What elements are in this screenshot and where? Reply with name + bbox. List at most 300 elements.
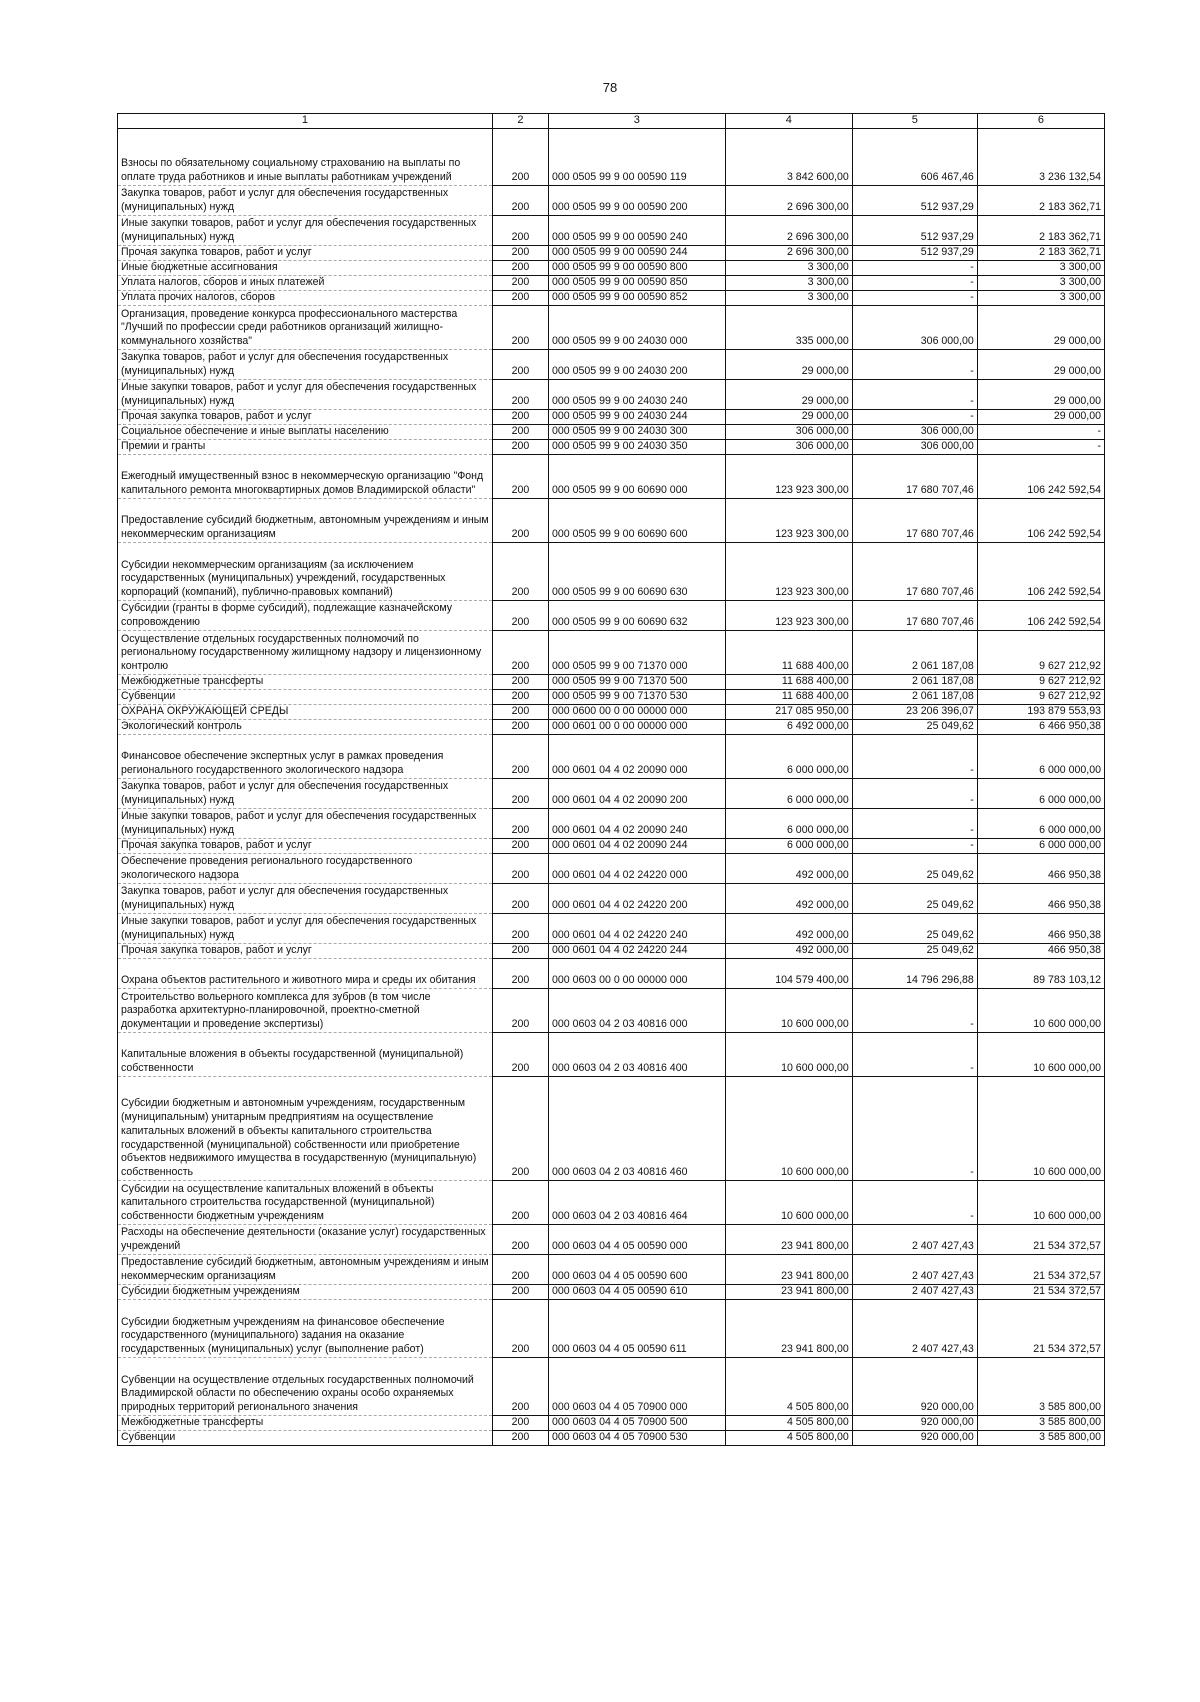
table-row	[118, 914, 1105, 944]
row-budget-code: 000 0603 04 2 03 40816 400	[548, 1033, 725, 1077]
row-executed-amount: 920 000,00	[852, 1358, 977, 1416]
row-executed-amount: 2 061 187,08	[852, 690, 977, 705]
row-line-code: 200	[492, 1077, 548, 1181]
row-unexecuted-amount: 21 534 372,57	[977, 1255, 1104, 1285]
row-unexecuted-amount: 9 627 212,92	[977, 675, 1104, 690]
row-description: ОХРАНА ОКРУЖАЮЩЕЙ СРЕДЫ	[118, 705, 493, 720]
row-description: Закупка товаров, работ и услуг для обеспечения государственных (муниципальных) нужд	[118, 186, 493, 216]
row-executed-amount: -	[852, 380, 977, 410]
row-budget-code: 000 0603 04 4 05 00590 610	[548, 1285, 725, 1300]
row-description: Осуществление отдельных государственных полномочий по региональному государственному жилищному надзору и лицензионному контролю	[118, 631, 493, 675]
row-line-code: 200	[492, 884, 548, 914]
row-description: Прочая закупка товаров, работ и услуг	[118, 410, 493, 425]
row-executed-amount: 25 049,62	[852, 720, 977, 735]
table-row	[118, 1300, 1105, 1358]
row-approved-amount: 4 505 800,00	[725, 1416, 852, 1431]
column-header-4: 4	[725, 114, 852, 129]
row-executed-amount: -	[852, 735, 977, 779]
row-description: Субвенции на осуществление отдельных государственных полномочий Владимирской области по обеспечению охраны особо охраняемых природных территорий регионального значения	[118, 1358, 493, 1416]
row-approved-amount: 29 000,00	[725, 410, 852, 425]
row-executed-amount: 512 937,29	[852, 246, 977, 261]
row-budget-code: 000 0601 04 4 02 24220 240	[548, 914, 725, 944]
table-row	[118, 246, 1105, 261]
table-body	[118, 129, 1105, 1446]
row-line-code: 200	[492, 779, 548, 809]
row-line-code: 200	[492, 291, 548, 306]
row-line-code: 200	[492, 1181, 548, 1225]
row-line-code: 200	[492, 631, 548, 675]
row-approved-amount: 4 505 800,00	[725, 1358, 852, 1416]
table-row	[118, 380, 1105, 410]
row-unexecuted-amount: 9 627 212,92	[977, 690, 1104, 705]
row-description: Субсидии (гранты в форме субсидий), подлежащие казначейскому сопровождению	[118, 601, 493, 631]
table-row	[118, 291, 1105, 306]
row-description: Предоставление субсидий бюджетным, автономным учреждениям и иным некоммерческим организациям	[118, 499, 493, 543]
row-approved-amount: 335 000,00	[725, 306, 852, 350]
row-line-code: 200	[492, 944, 548, 959]
row-line-code: 200	[492, 854, 548, 884]
row-executed-amount: 2 407 427,43	[852, 1300, 977, 1358]
row-approved-amount: 3 300,00	[725, 291, 852, 306]
row-line-code: 200	[492, 1225, 548, 1255]
budget-table	[117, 113, 1105, 1446]
row-description: Закупка товаров, работ и услуг для обеспечения государственных (муниципальных) нужд	[118, 884, 493, 914]
column-header-6: 6	[977, 114, 1104, 129]
row-approved-amount: 3 300,00	[725, 276, 852, 291]
row-unexecuted-amount: 29 000,00	[977, 306, 1104, 350]
row-approved-amount: 306 000,00	[725, 425, 852, 440]
row-description: Межбюджетные трансферты	[118, 675, 493, 690]
row-approved-amount: 23 941 800,00	[725, 1225, 852, 1255]
row-description: Субвенции	[118, 1431, 493, 1446]
row-budget-code: 000 0603 04 2 03 40816 460	[548, 1077, 725, 1181]
row-unexecuted-amount: 10 600 000,00	[977, 989, 1104, 1033]
row-line-code: 200	[492, 959, 548, 989]
row-budget-code: 000 0601 04 4 02 20090 200	[548, 779, 725, 809]
row-description: Обеспечение проведения регионального государственного экологического надзора	[118, 854, 493, 884]
row-line-code: 200	[492, 543, 548, 601]
row-approved-amount: 11 688 400,00	[725, 675, 852, 690]
row-approved-amount: 10 600 000,00	[725, 1077, 852, 1181]
row-line-code: 200	[492, 705, 548, 720]
row-unexecuted-amount: 6 000 000,00	[977, 839, 1104, 854]
row-executed-amount: -	[852, 1181, 977, 1225]
table-row	[118, 854, 1105, 884]
row-approved-amount: 123 923 300,00	[725, 499, 852, 543]
row-executed-amount: -	[852, 410, 977, 425]
table-row	[118, 735, 1105, 779]
row-description: Ежегодный имущественный взнос в некоммерческую организацию "Фонд капитального ремонта многоквартирных домов Владимирской области"	[118, 455, 493, 499]
row-description: Премии и гранты	[118, 440, 493, 455]
row-approved-amount: 29 000,00	[725, 380, 852, 410]
row-unexecuted-amount: 21 534 372,57	[977, 1225, 1104, 1255]
table-row	[118, 1358, 1105, 1416]
row-description: Иные закупки товаров, работ и услуг для обеспечения государственных (муниципальных) нужд	[118, 914, 493, 944]
row-line-code: 200	[492, 425, 548, 440]
table-row	[118, 631, 1105, 675]
row-executed-amount: -	[852, 276, 977, 291]
row-executed-amount: -	[852, 779, 977, 809]
row-unexecuted-amount: 89 783 103,12	[977, 959, 1104, 989]
row-unexecuted-amount: 2 183 362,71	[977, 186, 1104, 216]
row-budget-code: 000 0603 00 0 00 00000 000	[548, 959, 725, 989]
row-unexecuted-amount: 21 534 372,57	[977, 1285, 1104, 1300]
row-description: Прочая закупка товаров, работ и услуг	[118, 944, 493, 959]
row-budget-code: 000 0505 99 9 00 00590 800	[548, 261, 725, 276]
row-description: Прочая закупка товаров, работ и услуг	[118, 246, 493, 261]
table-row	[118, 1225, 1105, 1255]
row-budget-code: 000 0601 04 4 02 20090 244	[548, 839, 725, 854]
row-executed-amount: -	[852, 1077, 977, 1181]
row-approved-amount: 10 600 000,00	[725, 1181, 852, 1225]
row-approved-amount: 2 696 300,00	[725, 246, 852, 261]
row-unexecuted-amount: 466 950,38	[977, 944, 1104, 959]
row-unexecuted-amount: 6 000 000,00	[977, 809, 1104, 839]
table-row	[118, 720, 1105, 735]
row-description: Субсидии некоммерческим организациям (за исключением государственных (муниципальных) учреждений, государственных корпораций (компаний), публично-правовых компаний)	[118, 543, 493, 601]
row-executed-amount: -	[852, 350, 977, 380]
row-approved-amount: 10 600 000,00	[725, 989, 852, 1033]
row-description: Иные закупки товаров, работ и услуг для обеспечения государственных (муниципальных) нужд	[118, 809, 493, 839]
table-row	[118, 186, 1105, 216]
row-executed-amount: 2 061 187,08	[852, 675, 977, 690]
row-approved-amount: 11 688 400,00	[725, 631, 852, 675]
row-line-code: 200	[492, 839, 548, 854]
row-approved-amount: 23 941 800,00	[725, 1285, 852, 1300]
row-executed-amount: 25 049,62	[852, 854, 977, 884]
row-budget-code: 000 0505 99 9 00 24030 240	[548, 380, 725, 410]
row-line-code: 200	[492, 1416, 548, 1431]
row-line-code: 200	[492, 455, 548, 499]
row-executed-amount: 17 680 707,46	[852, 543, 977, 601]
row-unexecuted-amount: 6 466 950,38	[977, 720, 1104, 735]
row-unexecuted-amount: 3 300,00	[977, 291, 1104, 306]
table-row	[118, 276, 1105, 291]
row-description: Субсидии бюджетным учреждениям	[118, 1285, 493, 1300]
row-approved-amount: 11 688 400,00	[725, 690, 852, 705]
table-header	[118, 114, 1105, 129]
row-approved-amount: 492 000,00	[725, 944, 852, 959]
table-row	[118, 216, 1105, 246]
row-executed-amount: 17 680 707,46	[852, 455, 977, 499]
row-approved-amount: 104 579 400,00	[725, 959, 852, 989]
row-unexecuted-amount: 6 000 000,00	[977, 779, 1104, 809]
row-budget-code: 000 0603 04 4 05 00590 611	[548, 1300, 725, 1358]
row-executed-amount: 512 937,29	[852, 216, 977, 246]
row-budget-code: 000 0505 99 9 00 60690 632	[548, 601, 725, 631]
row-line-code: 200	[492, 499, 548, 543]
row-approved-amount: 217 085 950,00	[725, 705, 852, 720]
row-unexecuted-amount: 106 242 592,54	[977, 499, 1104, 543]
row-description: Экологический контроль	[118, 720, 493, 735]
row-line-code: 200	[492, 1255, 548, 1285]
row-unexecuted-amount: 10 600 000,00	[977, 1033, 1104, 1077]
row-unexecuted-amount: 2 183 362,71	[977, 246, 1104, 261]
row-budget-code: 000 0601 04 4 02 24220 244	[548, 944, 725, 959]
row-budget-code: 000 0505 99 9 00 24030 350	[548, 440, 725, 455]
row-line-code: 200	[492, 186, 548, 216]
row-line-code: 200	[492, 1431, 548, 1446]
row-executed-amount: -	[852, 839, 977, 854]
row-budget-code: 000 0505 99 9 00 00590 240	[548, 216, 725, 246]
row-unexecuted-amount: -	[977, 440, 1104, 455]
row-approved-amount: 2 696 300,00	[725, 186, 852, 216]
table-row	[118, 601, 1105, 631]
column-header-2: 2	[492, 114, 548, 129]
row-budget-code: 000 0505 99 9 00 24030 200	[548, 350, 725, 380]
row-budget-code: 000 0601 04 4 02 24220 200	[548, 884, 725, 914]
row-description: Социальное обеспечение и иные выплаты населению	[118, 425, 493, 440]
row-description: Расходы на обеспечение деятельности (оказание услуг) государственных учреждений	[118, 1225, 493, 1255]
table-row	[118, 690, 1105, 705]
table-row	[118, 410, 1105, 425]
row-budget-code: 000 0603 04 4 05 00590 600	[548, 1255, 725, 1285]
row-description: Финансовое обеспечение экспертных услуг в рамках проведения регионального государственного экологического надзора	[118, 735, 493, 779]
row-budget-code: 000 0603 04 2 03 40816 000	[548, 989, 725, 1033]
row-unexecuted-amount: 29 000,00	[977, 350, 1104, 380]
row-description: Закупка товаров, работ и услуг для обеспечения государственных (муниципальных) нужд	[118, 779, 493, 809]
row-line-code: 200	[492, 306, 548, 350]
row-description: Капитальные вложения в объекты государственной (муниципальной) собственности	[118, 1033, 493, 1077]
table-row	[118, 1077, 1105, 1181]
row-budget-code: 000 0505 99 9 00 24030 244	[548, 410, 725, 425]
row-approved-amount: 492 000,00	[725, 854, 852, 884]
table-row	[118, 350, 1105, 380]
row-budget-code: 000 0505 99 9 00 71370 530	[548, 690, 725, 705]
row-budget-code: 000 0601 04 4 02 20090 240	[548, 809, 725, 839]
table-row	[118, 1255, 1105, 1285]
row-approved-amount: 123 923 300,00	[725, 601, 852, 631]
table-row	[118, 455, 1105, 499]
table-row	[118, 1033, 1105, 1077]
row-executed-amount: 306 000,00	[852, 425, 977, 440]
row-executed-amount: 306 000,00	[852, 440, 977, 455]
table-row	[118, 1416, 1105, 1431]
row-unexecuted-amount: 29 000,00	[977, 380, 1104, 410]
row-executed-amount: 512 937,29	[852, 186, 977, 216]
row-unexecuted-amount: 3 585 800,00	[977, 1358, 1104, 1416]
row-approved-amount: 492 000,00	[725, 884, 852, 914]
row-executed-amount: 2 407 427,43	[852, 1255, 977, 1285]
row-description: Уплата налогов, сборов и иных платежей	[118, 276, 493, 291]
row-executed-amount: 17 680 707,46	[852, 499, 977, 543]
row-executed-amount: 920 000,00	[852, 1431, 977, 1446]
row-approved-amount: 123 923 300,00	[725, 455, 852, 499]
row-approved-amount: 6 000 000,00	[725, 809, 852, 839]
row-executed-amount: 14 796 296,88	[852, 959, 977, 989]
column-header-5: 5	[852, 114, 977, 129]
row-budget-code: 000 0603 04 4 05 70900 530	[548, 1431, 725, 1446]
row-description: Субсидии бюджетным учреждениям на финансовое обеспечение государственного (муниципального) задания на оказание государственных (муниципальных) услуг (выполнение работ)	[118, 1300, 493, 1358]
table-row	[118, 1285, 1105, 1300]
row-unexecuted-amount: 2 183 362,71	[977, 216, 1104, 246]
row-line-code: 200	[492, 261, 548, 276]
row-line-code: 200	[492, 440, 548, 455]
row-line-code: 200	[492, 720, 548, 735]
row-line-code: 200	[492, 1285, 548, 1300]
row-budget-code: 000 0603 04 4 05 70900 000	[548, 1358, 725, 1416]
row-executed-amount: -	[852, 809, 977, 839]
row-description: Субсидии на осуществление капитальных вложений в объекты капитального строительства государственной (муниципальной) собственности бюджетным учреждениям	[118, 1181, 493, 1225]
table-row	[118, 306, 1105, 350]
row-budget-code: 000 0505 99 9 00 00590 850	[548, 276, 725, 291]
table-row	[118, 705, 1105, 720]
row-unexecuted-amount: 106 242 592,54	[977, 601, 1104, 631]
row-description: Иные закупки товаров, работ и услуг для обеспечения государственных (муниципальных) нужд	[118, 380, 493, 410]
table-row	[118, 779, 1105, 809]
row-line-code: 200	[492, 914, 548, 944]
row-executed-amount: -	[852, 291, 977, 306]
table-row	[118, 261, 1105, 276]
table-row	[118, 543, 1105, 601]
row-approved-amount: 2 696 300,00	[725, 216, 852, 246]
row-executed-amount: -	[852, 261, 977, 276]
row-approved-amount: 6 000 000,00	[725, 839, 852, 854]
column-header-3: 3	[548, 114, 725, 129]
table-row	[118, 1431, 1105, 1446]
row-executed-amount: 2 407 427,43	[852, 1225, 977, 1255]
row-unexecuted-amount: 3 585 800,00	[977, 1416, 1104, 1431]
row-budget-code: 000 0505 99 9 00 00590 119	[548, 129, 725, 186]
row-executed-amount: 25 049,62	[852, 884, 977, 914]
row-unexecuted-amount: 6 000 000,00	[977, 735, 1104, 779]
row-budget-code: 000 0505 99 9 00 71370 500	[548, 675, 725, 690]
row-line-code: 200	[492, 1033, 548, 1077]
row-line-code: 200	[492, 675, 548, 690]
table-row	[118, 809, 1105, 839]
row-line-code: 200	[492, 601, 548, 631]
row-approved-amount: 6 000 000,00	[725, 779, 852, 809]
row-executed-amount: 920 000,00	[852, 1416, 977, 1431]
row-executed-amount: -	[852, 989, 977, 1033]
row-approved-amount: 6 492 000,00	[725, 720, 852, 735]
row-unexecuted-amount: 21 534 372,57	[977, 1300, 1104, 1358]
row-unexecuted-amount: 3 300,00	[977, 276, 1104, 291]
row-budget-code: 000 0601 00 0 00 00000 000	[548, 720, 725, 735]
row-description: Иные закупки товаров, работ и услуг для обеспечения государственных (муниципальных) нужд	[118, 216, 493, 246]
table-row	[118, 129, 1105, 186]
row-budget-code: 000 0505 99 9 00 00590 244	[548, 246, 725, 261]
row-description: Прочая закупка товаров, работ и услуг	[118, 839, 493, 854]
row-description: Иные бюджетные ассигнования	[118, 261, 493, 276]
row-unexecuted-amount: 3 300,00	[977, 261, 1104, 276]
table-row	[118, 839, 1105, 854]
row-budget-code: 000 0505 99 9 00 00590 200	[548, 186, 725, 216]
row-description: Организация, проведение конкурса профессионального мастерства "Лучший по профессии среди работников организаций жилищно-коммунального хозяйства"	[118, 306, 493, 350]
row-unexecuted-amount: 9 627 212,92	[977, 631, 1104, 675]
row-line-code: 200	[492, 216, 548, 246]
row-executed-amount: 25 049,62	[852, 914, 977, 944]
row-budget-code: 000 0505 99 9 00 00590 852	[548, 291, 725, 306]
row-approved-amount: 4 505 800,00	[725, 1431, 852, 1446]
row-budget-code: 000 0505 99 9 00 60690 630	[548, 543, 725, 601]
row-line-code: 200	[492, 276, 548, 291]
row-budget-code: 000 0601 04 4 02 24220 000	[548, 854, 725, 884]
row-budget-code: 000 0603 04 2 03 40816 464	[548, 1181, 725, 1225]
row-executed-amount: 25 049,62	[852, 944, 977, 959]
row-description: Охрана объектов растительного и животного мира и среды их обитания	[118, 959, 493, 989]
row-line-code: 200	[492, 350, 548, 380]
row-unexecuted-amount: 29 000,00	[977, 410, 1104, 425]
table-row	[118, 440, 1105, 455]
row-line-code: 200	[492, 690, 548, 705]
row-line-code: 200	[492, 1358, 548, 1416]
row-approved-amount: 23 941 800,00	[725, 1300, 852, 1358]
row-line-code: 200	[492, 410, 548, 425]
row-line-code: 200	[492, 1300, 548, 1358]
row-executed-amount: -	[852, 1033, 977, 1077]
row-budget-code: 000 0505 99 9 00 24030 300	[548, 425, 725, 440]
row-unexecuted-amount: -	[977, 425, 1104, 440]
row-line-code: 200	[492, 989, 548, 1033]
row-approved-amount: 10 600 000,00	[725, 1033, 852, 1077]
table-row	[118, 884, 1105, 914]
row-executed-amount: 2 407 427,43	[852, 1285, 977, 1300]
table-row	[118, 944, 1105, 959]
row-unexecuted-amount: 193 879 553,93	[977, 705, 1104, 720]
row-approved-amount: 492 000,00	[725, 914, 852, 944]
row-line-code: 200	[492, 129, 548, 186]
row-description: Закупка товаров, работ и услуг для обеспечения государственных (муниципальных) нужд	[118, 350, 493, 380]
row-budget-code: 000 0505 99 9 00 24030 000	[548, 306, 725, 350]
row-line-code: 200	[492, 246, 548, 261]
row-approved-amount: 123 923 300,00	[725, 543, 852, 601]
row-description: Субсидии бюджетным и автономным учреждениям, государственным (муниципальным) унитарным предприятиям на осуществление капитальных вложений в объекты капитального строительства государственной (муниципальной) собственности или приобретение объектов недвижимого имущества в государственную (муниципальную) собственность	[118, 1077, 493, 1181]
row-unexecuted-amount: 466 950,38	[977, 884, 1104, 914]
row-executed-amount: 23 206 396,07	[852, 705, 977, 720]
row-unexecuted-amount: 3 236 132,54	[977, 129, 1104, 186]
row-line-code: 200	[492, 380, 548, 410]
row-description: Уплата прочих налогов, сборов	[118, 291, 493, 306]
row-approved-amount: 29 000,00	[725, 350, 852, 380]
column-header-1: 1	[118, 114, 493, 129]
table-row	[118, 1181, 1105, 1225]
row-executed-amount: 2 061 187,08	[852, 631, 977, 675]
row-description: Межбюджетные трансферты	[118, 1416, 493, 1431]
row-approved-amount: 23 941 800,00	[725, 1255, 852, 1285]
page-number: 78	[602, 80, 618, 95]
row-approved-amount: 6 000 000,00	[725, 735, 852, 779]
row-unexecuted-amount: 10 600 000,00	[977, 1181, 1104, 1225]
row-budget-code: 000 0603 04 4 05 00590 000	[548, 1225, 725, 1255]
row-budget-code: 000 0601 04 4 02 20090 000	[548, 735, 725, 779]
row-budget-code: 000 0505 99 9 00 71370 000	[548, 631, 725, 675]
row-approved-amount: 3 300,00	[725, 261, 852, 276]
row-approved-amount: 3 842 600,00	[725, 129, 852, 186]
row-budget-code: 000 0603 04 4 05 70900 500	[548, 1416, 725, 1431]
row-approved-amount: 306 000,00	[725, 440, 852, 455]
row-budget-code: 000 0505 99 9 00 60690 000	[548, 455, 725, 499]
table-row	[118, 675, 1105, 690]
row-line-code: 200	[492, 735, 548, 779]
table-row	[118, 989, 1105, 1033]
row-description: Субвенции	[118, 690, 493, 705]
row-unexecuted-amount: 10 600 000,00	[977, 1077, 1104, 1181]
row-unexecuted-amount: 106 242 592,54	[977, 543, 1104, 601]
row-description: Взносы по обязательному социальному страхованию на выплаты по оплате труда работников и иные выплаты работникам учреждений	[118, 129, 493, 186]
row-budget-code: 000 0600 00 0 00 00000 000	[548, 705, 725, 720]
row-executed-amount: 17 680 707,46	[852, 601, 977, 631]
table-row	[118, 425, 1105, 440]
row-description: Строительство вольерного комплекса для зубров (в том числе разработка архитектурно-планировочной, проектно-сметной документации и проведение экспертизы)	[118, 989, 493, 1033]
row-line-code: 200	[492, 809, 548, 839]
row-unexecuted-amount: 106 242 592,54	[977, 455, 1104, 499]
row-executed-amount: 606 467,46	[852, 129, 977, 186]
row-budget-code: 000 0505 99 9 00 60690 600	[548, 499, 725, 543]
row-description: Предоставление субсидий бюджетным, автономным учреждениям и иным некоммерческим организациям	[118, 1255, 493, 1285]
table-row	[118, 499, 1105, 543]
table-row	[118, 959, 1105, 989]
